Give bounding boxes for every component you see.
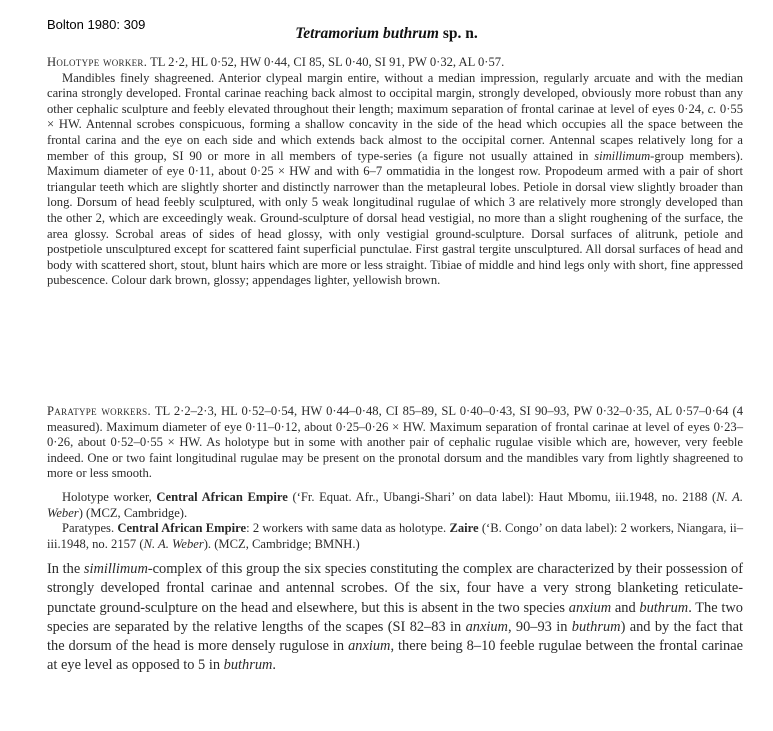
holotype-measurements-line: [47, 55, 743, 71]
anxium-term: anxium: [465, 618, 508, 635]
anxium-term: anxium: [568, 599, 612, 616]
holotype-material: [47, 490, 743, 521]
simillimum-term: simillimum: [594, 148, 651, 163]
buthrum-term: buthrum: [571, 618, 621, 635]
holotype-text-1: Mandibles finely shagreened. Anterior clypeal margin entire, without a median impression, regularly arcuate and with the median carina strongly developed. Frontal carinae reaching back almost to occipital margin, strongly developed, obviously more robust than any other cephalic sculpture and feebly elevated throughout their length; maximum separation of frontal carinae at level of eyes 0·24,: [47, 70, 743, 116]
anxium-term: anxium: [348, 638, 391, 655]
holotype-locality: (‘Fr. Equat. Afr., Ubangi-Shari’ on data label): Haut Mbomu, iii.1948, no. 2188 (: [287, 490, 717, 504]
paratype-paragraph: [47, 404, 743, 482]
species-title: [0, 25, 773, 43]
species-name: Tetramorium buthrum: [295, 25, 439, 42]
paratype-description: [47, 404, 743, 482]
buthrum-term: buthrum: [223, 657, 273, 674]
paratype-locality: (‘B. Congo’ on data label): 2 workers, Niangara, ii–iii.1948, no. 2157 (: [47, 521, 744, 551]
paratype-material-text: : 2 workers with same data as holotype.: [246, 521, 450, 536]
paratype-country-1: Central African Empire: [117, 521, 247, 536]
holotype-material-label: Holotype worker,: [62, 490, 157, 504]
paratype-heading: Paratype workers.: [47, 404, 151, 418]
discussion-text: [47, 560, 743, 676]
citation-label: Bolton 1980: 309: [47, 17, 146, 32]
paratype-depository: ). (MCZ, Cambridge; BMNH.): [203, 536, 360, 551]
paratype-material-label: Paratypes.: [62, 521, 118, 536]
holotype-description: [47, 55, 743, 289]
paratype-collector: N. A. Weber: [143, 536, 204, 551]
discussion-text-4: ) and by the fact that the dorsum of the head is more densely rugulose in: [47, 618, 743, 655]
holotype-depository: ) (MCZ, Cambridge).: [78, 505, 188, 520]
material-examined: [47, 490, 743, 552]
holotype-paragraph: [47, 71, 743, 289]
discussion-paragraph: [47, 560, 743, 676]
paratype-material: [47, 521, 743, 552]
discussion-text-5: , there being 8–10 feeble rugulae between the frontal carinae at eye level as opposed to 5 in: [47, 638, 743, 674]
holotype-country: Central African Empire: [156, 490, 288, 504]
discussion-text-3: . The two species are separated by the relative lengths of the scapes (SI 82–83 in: [47, 599, 743, 635]
discussion-text-1: In the: [47, 561, 84, 577]
paratype-text: TL 2·2–2·3, HL 0·52–0·54, HW 0·44–0·48, CI 85–89, SL 0·40–0·43, SI 90–93, PW 0·32–0·35, AL 0·57–0·64 (4 measured). Maximum diameter of eye 0·11–0·12, about 0·25–0·26 × HW. Maximum separation of frontal carinae at level of eyes 0·23–0·26, about 0·52–0·55 × HW. As holotype but in some with another pair of cephalic rugulae visible which are, however, very feeble indeed. One or two faint longitudinal rugulae may be present on the pronotal dorsum and the mandibles vary from lightly shagreened to more or less smooth.: [47, 404, 743, 481]
holotype-heading: Holotype worker.: [47, 55, 148, 69]
buthrum-term: buthrum: [639, 599, 689, 616]
species-suffix: sp. n.: [438, 25, 478, 42]
holotype-text-3: -group members). Maximum diameter of eye 0·11, about 0·25 × HW and with 6–7 ommatidia in the longest row. Propodeum armed with a pair of short triangular teeth which are slightly shorter and distinctly narrower than the metapleural lobes. Petiole in dorsal view slightly broader than long. Dorsum of head feebly sculptured, with only 5 weak longitudinal rugulae of which 3 are relatively more strongly developed than the other 2, which are exceedingly weak. Ground-sculpture of dorsal head vestigial, no more than a slight roughening of the surface, the area glossy. Scrobal areas of sides of head glossy, with only vestigial ground-sculpture. Dorsal surfaces of alitrunk, petiole and postpetiole unsculptured except for scattered faint superficial punctulae. First gastral tergite unsculptured. All dorsal surfaces of head and body with scattered short, stout, blunt hairs which are more or less straight. Tibiae of middle and hind legs only with short, fine appressed pubescence. Colour dark brown, glossy; appendages lighter, yellowish brown.: [47, 148, 743, 288]
discussion-text-2: -complex of this group the six species constituting the complex are characterized by their possession of strongly developed frontal carinae and antennal scrobes. Of the six, four have a very strong blanketing reticulate-punctate ground-sculpture on the head and elsewhere, but this is absent in the two species: [47, 561, 744, 616]
discussion-text-mid: , 90–93 in: [507, 618, 572, 635]
discussion-text-6: .: [272, 657, 277, 674]
paratype-country-2: Zaire: [449, 521, 479, 536]
holotype-collector: N. A. Weber: [47, 490, 743, 520]
holotype-circa: c.: [707, 101, 717, 116]
holotype-measurements: TL 2·2, HL 0·52, HW 0·44, CI 85, SL 0·40, SI 91, PW 0·32, AL 0·57.: [147, 55, 505, 69]
discussion-and: and: [611, 599, 640, 616]
holotype-text-2: 0·55 × HW. Antennal scrobes conspicuous, forming a shallow concavity in the side of the head which occupies all the space between the frontal carina and the eye on each side and which extends back almost to the occipital corner. Antennal scapes relatively long for a member of this group, SI 90 or more in all members of type-series (a figure not usually attained in: [47, 101, 743, 163]
simillimum-complex-term: simillimum: [83, 561, 148, 577]
